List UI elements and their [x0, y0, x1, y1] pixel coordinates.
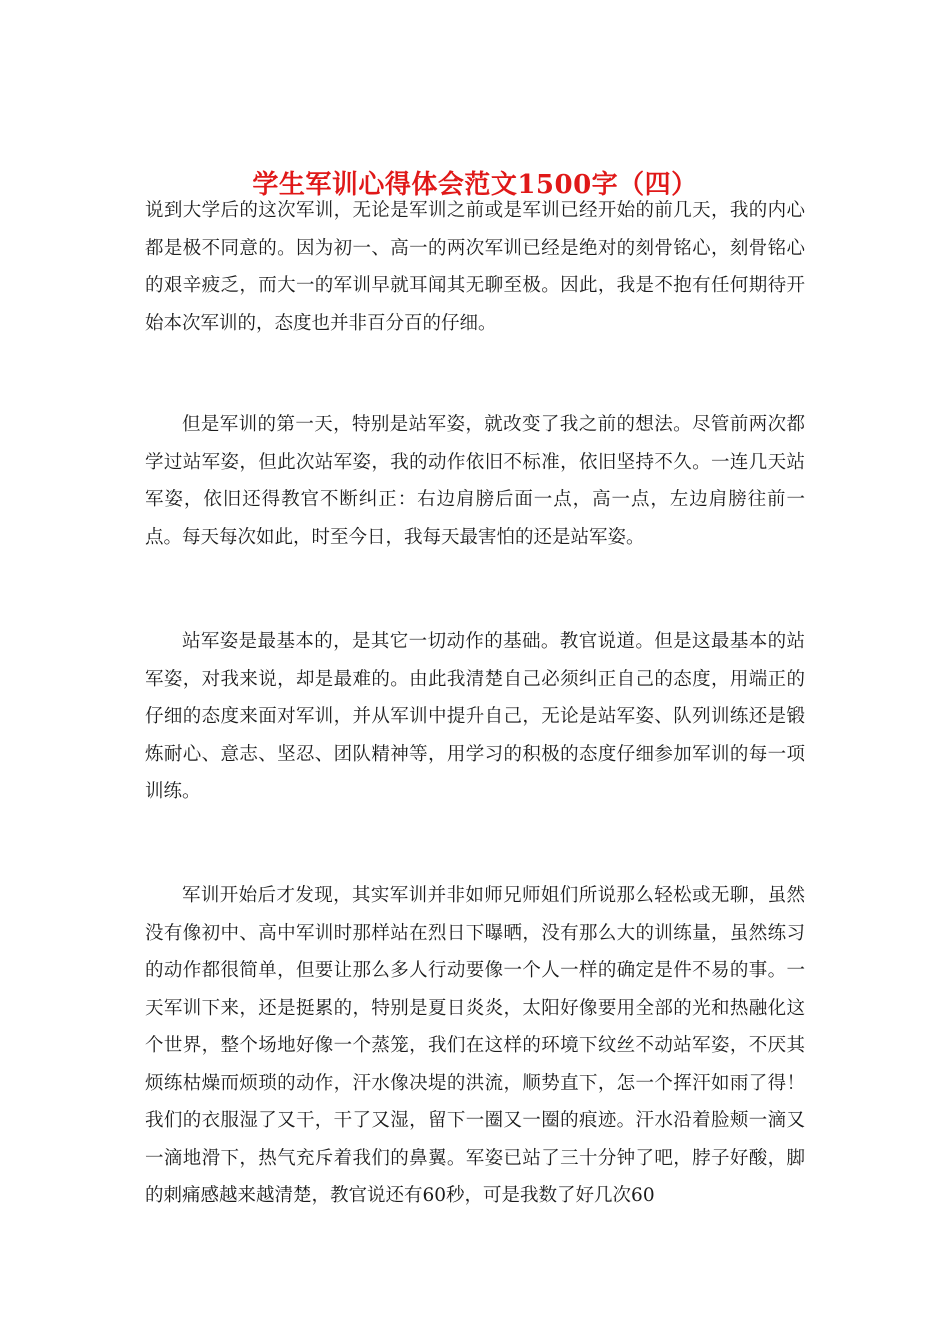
- paragraph-2: 但是军训的第一天，特别是站军姿，就改变了我之前的想法。尽管前两次都学过站军姿，但此次站军姿，我的动作依旧不标准，依旧坚持不久。一连几天站军姿，依旧还得教官不断纠正：右边肩膀后面一点，高一点，左边肩膀往前一点。每天每次如此，时至今日，我每天最害怕的还是站军姿。: [145, 414, 805, 548]
- paragraph-4: 军训开始后才发现，其实军训并非如师兄师姐们所说那么轻松或无聊，虽然没有像初中、高中军训时那样站在烈日下曝晒，没有那么大的训练量，虽然练习的动作都很简单，但要让那么多人行动要像一个人一样的确定是件不易的事。一天军训下来，还是挺累的，特别是夏日炎炎，太阳好像要用全部的光和热融化这个世界，整个场地好像一个蒸笼，我们在这样的环境下纹丝不动站军姿，不厌其烦练枯燥而烦琐的动作，汗水像决堤的洪流，顺势直下，怎一个挥汗如雨了得！我们的衣服湿了又干，干了又湿，留下一圈又一圈的痕迹。汗水沿着脸颊一滴又一滴地滑下，热气充斥着我们的鼻翼。军姿已站了三十分钟了吧，脖子好酸，脚的刺痛感越来越清楚，教官说还有60秒，可是我数了好几次60: [145, 885, 805, 1206]
- document-title: 学生军训心得体会范文1500字（四）: [252, 170, 698, 201]
- paragraph-1: 说到大学后的这次军训，无论是军训之前或是军训已经开始的前几天，我的内心都是极不同意的。因为初一、高一的两次军训已经是绝对的刻骨铭心，刻骨铭心的艰辛疲乏，而大一的军训早就耳闻其无聊至极。因此，我是不抱有任何期待开始本次军训的，态度也并非百分百的仔细。: [145, 200, 805, 334]
- paragraph-3: 站军姿是最基本的，是其它一切动作的基础。教官说道。但是这最基本的站军姿，对我来说，却是最难的。由此我清楚自己必须纠正自己的态度，用端正的仔细的态度来面对军训，并从军训中提升自己，无论是站军姿、队列训练还是锻炼耐心、意志、坚忍、团队精神等，用学习的积极的态度仔细参加军训的每一项训练。: [145, 631, 805, 802]
